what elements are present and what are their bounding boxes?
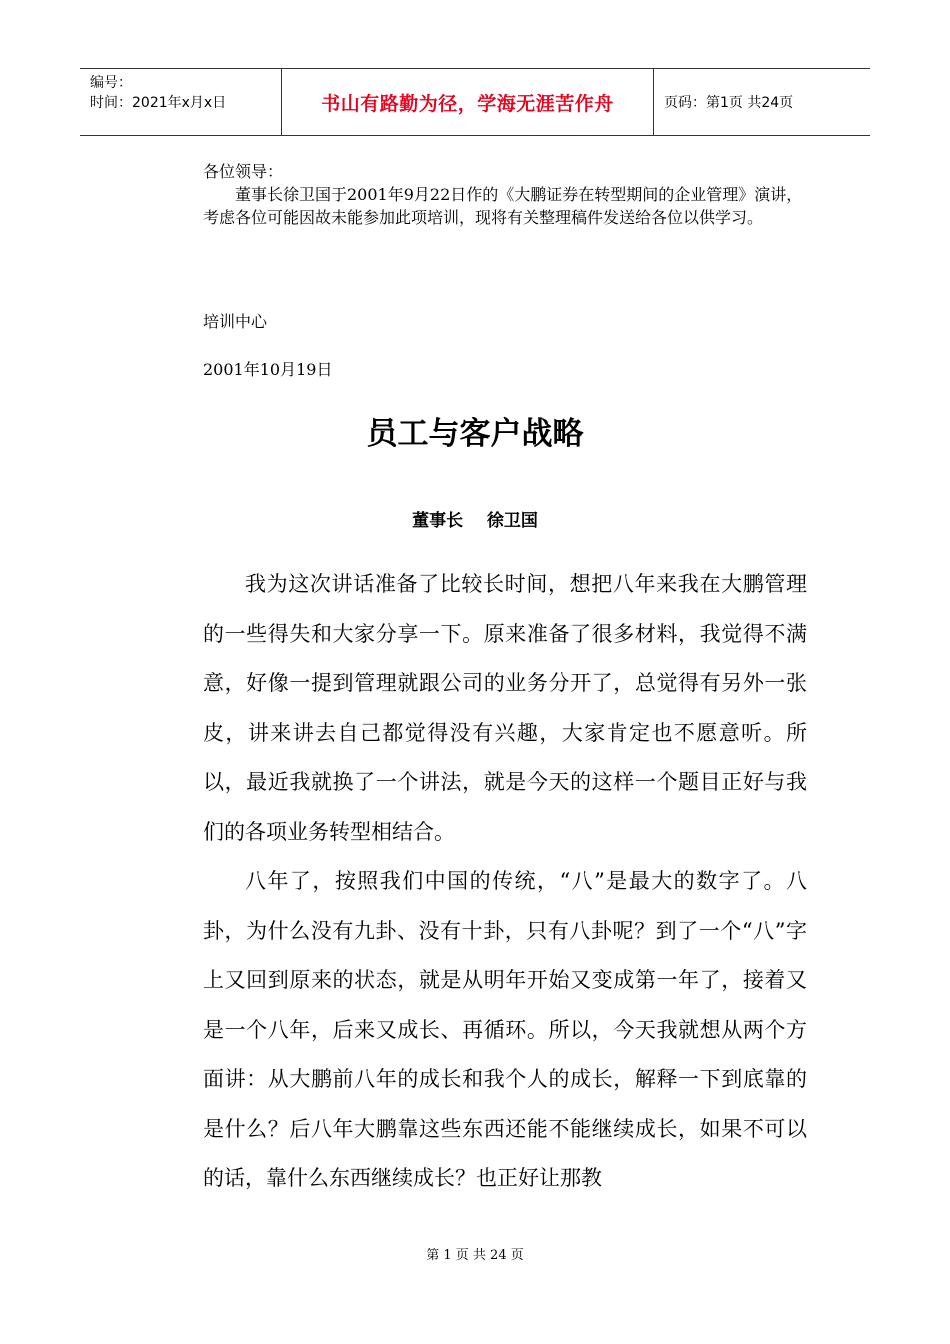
header-motto-cell [282, 69, 654, 135]
header-page-info: 页码：第1页 共24页 [664, 95, 794, 111]
article-body [203, 560, 807, 1204]
article-paragraph: 八年了，按照我们中国的传统，“八”是最大的数字了。八卦，为什么没有九卦、没有十卦，只有八卦呢？到了一个“八”字上又回到原来的状态，就是从明年开始又变成第一年了，接着又是一个八年，后来又成长、再循环。所以，今天我就想从两个方面讲：从大鹏前八年的成长和我个人的成长，解释一下到底靠的是什么？后八年大鹏靠这些东西还能不能继续成长，如果不可以的话，靠什么东西继续成长？也正好让那教 [203, 869, 807, 1190]
header-table [80, 68, 870, 136]
header-info-cell [80, 69, 282, 135]
memo-signature: 培训中心 [203, 312, 268, 331]
memo-salutation: 各位领导： [203, 162, 284, 181]
document-time-label: 时间：2021年x月x日 [90, 95, 227, 111]
document-number-label: 编号： [90, 75, 132, 91]
header-motto: 书山有路勤为径，学海无涯苦作舟 [321, 92, 614, 115]
article-title: 员工与客户战略 [366, 416, 584, 452]
memo-body: 董事长徐卫国于2001年9月22日作的《大鹏证券在转型期间的企业管理》演讲，考虑各位可能因故未能参加此项培训，现将有关整理稿件发送给各位以供学习。 [203, 185, 803, 227]
header-page-cell [654, 69, 870, 135]
page-footer: 第 1 页 共 24 页 [426, 1248, 524, 1263]
article-author: 董事长 徐卫国 [412, 511, 538, 531]
memo-block [203, 160, 813, 229]
article-paragraph: 我为这次讲话准备了比较长时间，想把八年来我在大鹏管理的一些得失和大家分享一下。原来准备了很多材料，我觉得不满意，好像一提到管理就跟公司的业务分开了，总觉得有另外一张皮，讲来讲去自己都觉得没有兴趣，大家肯定也不愿意听。所以，最近我就换了一个讲法，就是今天的这样一个题目正好与我们的各项业务转型相结合。 [203, 572, 807, 844]
memo-date: 2001年10月19日 [203, 360, 333, 379]
